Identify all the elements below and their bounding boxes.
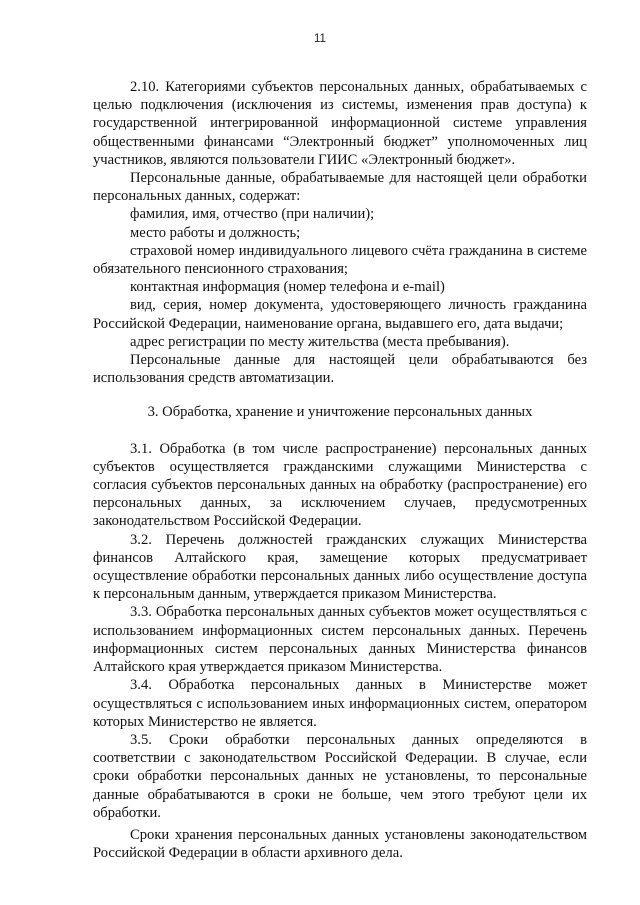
list-item-full-name: фамилия, имя, отчество (при наличии);: [130, 206, 375, 223]
document-body: [93, 78, 587, 862]
paragraph-data-contents: Персональные данные, обрабатываемые для настоящей цели обработки персональных данных, содержат:: [93, 170, 587, 205]
paragraph-3-1: 3.1. Обработка (в том числе распространение) персональных данных субъектов осуществляется гражданскими служащими Министерства с согласия субъектов персональных данных на обработку (распространение) его персональных данных, за исключением случаев, предусмотренных законодательством Российской Федерации.: [93, 440, 587, 530]
paragraph-retention: Сроки хранения персональных данных установлены законодательством Российской Федерации в области архивного дела.: [93, 826, 587, 862]
paragraph-3-4: 3.4. Обработка персональных данных в Министерстве может осуществляться с использованием иных информационных систем, оператором которых Министерство не является.: [93, 677, 587, 730]
paragraph-no-automation: Персональные данные для настоящей цели обрабатываются без использования средств автоматизации.: [93, 352, 587, 387]
paragraph-2-10: 2.10. Категориями субъектов персональных данных, обрабатываемых с целью подключения (исключения из системы, изменения прав доступа) к государственной интегрированной информационной системе управления общественными финансами “Электронный бюджет” уполномоченных лиц участников, являются пользователи ГИИС «Электронный бюджет».: [93, 79, 587, 168]
list-item-address: адрес регистрации по месту жительства (места пребывания).: [130, 333, 510, 350]
list-item-workplace: место работы и должность;: [130, 224, 301, 241]
list-item-snils: страховой номер индивидуального лицевого счёта гражданина в системе обязательного пенсионного страхования;: [93, 242, 587, 278]
list-item-id-document: вид, серия, номер документа, удостоверяющего личность гражданина Российской Федерации, наименование органа, выдавшего его, дата выдачи;: [93, 297, 587, 332]
page-number: 11: [314, 33, 326, 45]
section-heading: 3. Обработка, хранение и уничтожение персональных данных: [147, 404, 533, 421]
paragraph-3-2: 3.2. Перечень должностей гражданских служащих Министерства финансов Алтайского края, замещение которых предусматривает осуществление обработки персональных данных либо осуществление доступа к персональным данным, утверждается приказом Министерства.: [93, 531, 587, 603]
paragraph-3-3: 3.3. Обработка персональных данных субъектов может осуществляться с использованием информационных систем персональных данных. Перечень информационных систем персональных данных Министерства финансов Алтайского края утверждается приказом Министерства.: [93, 604, 587, 676]
paragraph-3-5: 3.5. Сроки обработки персональных данных определяются в соответствии с законодательством Российской Федерации. В случае, если сроки обработки персональных данных не установлены, то персональные данные обрабатываются в сроки не больше, чем этого требуют цели их обработки.: [93, 731, 587, 821]
list-item-contact-info: контактная информация (номер телефона и e-mail): [130, 279, 445, 296]
